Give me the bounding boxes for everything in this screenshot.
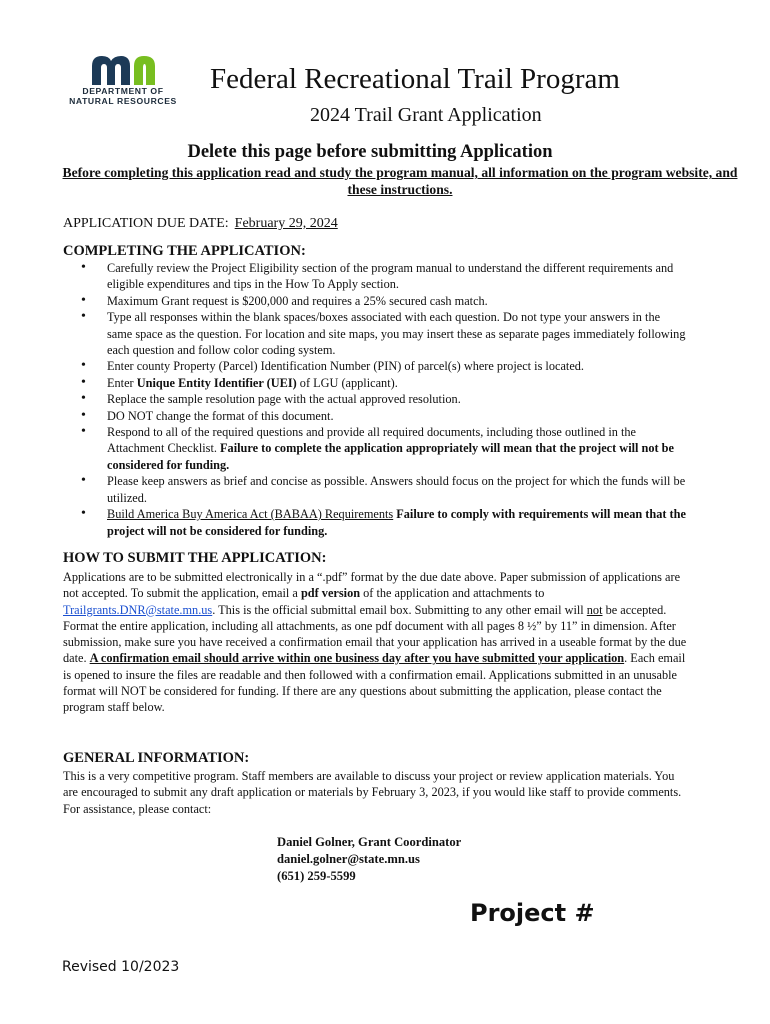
general-heading: GENERAL INFORMATION: xyxy=(63,750,250,766)
revised-date: Revised 10/2023 xyxy=(62,959,180,975)
bullet-icon: • xyxy=(81,506,86,522)
contact-block xyxy=(277,834,461,884)
bullet-icon: • xyxy=(81,358,86,374)
delete-page-heading: Delete this page before submitting Application xyxy=(187,142,553,162)
general-info-text: This is a very competitive program. Staff members are available to discuss your project or review application materials. You are encouraged to submit any draft application or materials by February 3, 2023, if you would like staff to provide comments. For assistance, please contact: xyxy=(63,769,682,816)
submit-heading: HOW TO SUBMIT THE APPLICATION: xyxy=(63,550,327,566)
bullet-icon: • xyxy=(81,424,86,440)
bullet-icon: • xyxy=(81,473,86,489)
list-item: • Replace the sample resolution page with the actual approved resolution. xyxy=(81,391,461,407)
list-item: • Maximum Grant request is $200,000 and requires a 25% secured cash match. xyxy=(81,292,488,308)
list-item: • Please keep answers as brief and concise as possible. Answers should focus on the project for which the funds will be utilized. xyxy=(81,473,686,505)
list-item: • Build America Buy America Act (BABAA) Requirements Failure to comply with requirements will mean that the project will not be considered for funding. xyxy=(81,506,686,538)
before-completing-note: Before completing this application read and study the program manual, all information on the program website, and these instructions. xyxy=(62,165,738,197)
bullet-icon: • xyxy=(81,309,86,325)
completing-heading: COMPLETING THE APPLICATION: xyxy=(63,243,306,259)
list-item: • Type all responses within the blank spaces/boxes associated with each question. Do not type your answers in the same space as the question. For location and site maps, you may insert these as separate pages immediately following each question and follow color coding system. xyxy=(81,309,686,358)
project-number-label: Project # xyxy=(470,899,595,927)
submit-instructions: Applications are to be submitted electronically in a “.pdf” format by the due date above. Paper submission of applications are not accepted. To submit the application, email a pdf version of the application and attachments to Trailgrants.DNR@state.mn.us. This is the official submittal email box. Submitting to any other email will not be accepted. Format the entire application, including all attachments, as one pdf document with all pages 8 ½” by 11” in dimension. After submission, make sure you have received a confirmation email that your application has arrived in a useable format by the due date. A confirmation email should arrive within one business day after you have submitted your application. Each email is opened to insure the files are readable and then followed with a confirmation email. Applications submitted in an unusable format will NOT be considered for funding. If there are any questions about submitting the application, please contact the program staff below. xyxy=(63,570,687,715)
contact-phone: (651) 259-5599 xyxy=(277,868,356,883)
list-item: • Enter county Property (Parcel) Identification Number (PIN) of parcel(s) where project is located. xyxy=(81,358,585,374)
list-item: • Carefully review the Project Eligibility section of the program manual to understand the different requirements and eligible expenditures and tips in the How To Apply section. xyxy=(81,260,674,292)
due-date xyxy=(63,215,338,233)
list-item: • Enter Unique Entity Identifier (UEI) of LGU (applicant). xyxy=(81,374,398,390)
logo-line-2: NATURAL RESOURCES xyxy=(69,96,177,106)
bullet-icon: • xyxy=(81,292,86,308)
bullet-icon: • xyxy=(81,391,86,407)
requirements-list xyxy=(63,260,688,539)
list-item: • DO NOT change the format of this document. xyxy=(81,407,334,423)
contact-email: daniel.golner@state.mn.us xyxy=(277,851,420,866)
mn-logo-mark-icon xyxy=(58,52,188,86)
due-date-value: February 29, 2024 xyxy=(234,216,338,231)
logo-text xyxy=(58,86,188,106)
mn-dnr-logo xyxy=(58,52,188,110)
confirmation-email-note: A confirmation email should arrive within one business day after you have submitted your application xyxy=(89,651,625,666)
due-date-label: APPLICATION DUE DATE: xyxy=(63,216,229,231)
bullet-icon: • xyxy=(81,260,86,275)
page-title: Federal Recreational Trail Program xyxy=(210,63,620,95)
page-subtitle: 2024 Trail Grant Application xyxy=(310,104,542,126)
contact-name: Daniel Golner, Grant Coordinator xyxy=(277,835,462,849)
list-item: • Respond to all of the required questions and provide all required documents, including those outlined in the Attachment Checklist. Failure to complete the application appropriately will mean that the project will not be considered for funding. xyxy=(81,424,674,472)
logo-line-1: DEPARTMENT OF xyxy=(82,86,164,96)
bullet-icon: • xyxy=(81,374,86,390)
submittal-email-link[interactable]: Trailgrants.DNR@state.mn.us xyxy=(63,602,213,617)
bullet-icon: • xyxy=(81,407,86,423)
